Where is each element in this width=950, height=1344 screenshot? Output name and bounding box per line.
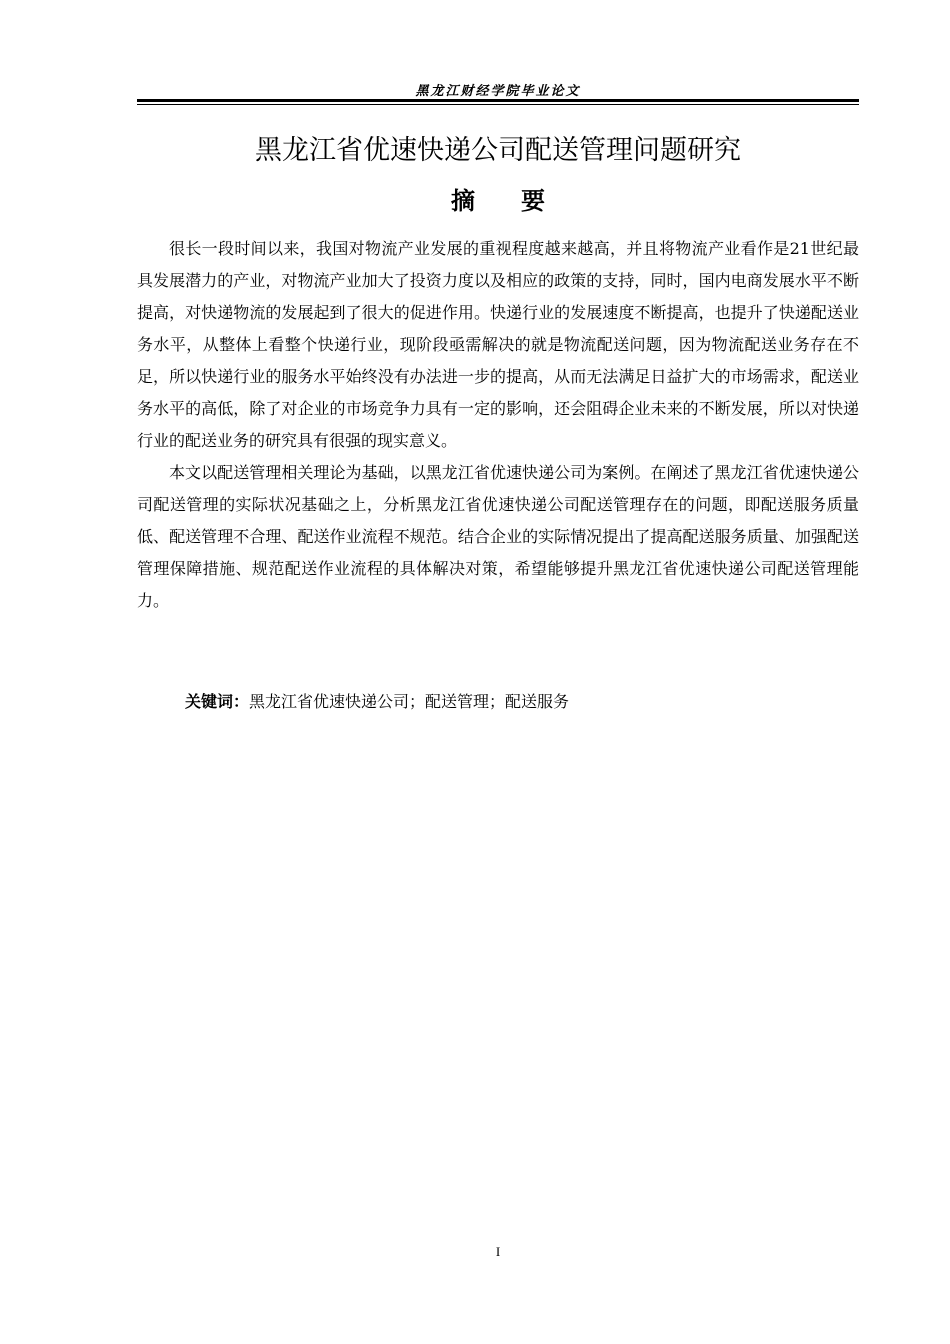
header-rule-thick xyxy=(137,99,859,102)
document-title: 黑龙江省优速快递公司配送管理问题研究 xyxy=(255,135,741,166)
keywords-line xyxy=(185,686,859,718)
abstract-heading xyxy=(137,183,859,219)
abstract-paragraph-2: 本文以配送管理相关理论为基础，以黑龙江省优速快递公司为案例。在阐述了黑龙江省优速快递公司配送管理的实际状况基础之上，分析黑龙江省优速快递公司配送管理存在的问题，即配送服务质量低、配送管理不合理、配送作业流程不规范。结合企业的实际情况提出了提高配送服务质量、加强配送管理保障措施、规范配送作业流程的具体解决对策，希望能够提升黑龙江省优速快递公司配送管理能力。 xyxy=(137,463,859,610)
abstract-heading-char-2: 要 xyxy=(521,187,545,215)
abstract-paragraph-1: 很长一段时间以来，我国对物流产业发展的重视程度越来越高，并且将物流产业看作是21世纪最具发展潜力的产业，对物流产业加大了投资力度以及相应的政策的支持，同时，国内电商发展水平不断提高，对快递物流的发展起到了很大的促进作用。快递行业的发展速度不断提高，也提升了快递配送业务水平，从整体上看整个快递行业，现阶段亟需解决的就是物流配送问题，因为物流配送业务存在不足，所以快递行业的服务水平始终没有办法进一步的提高，从而无法满足日益扩大的市场需求，配送业务水平的高低，除了对企业的市场竞争力具有一定的影响，还会阻碍企业未来的不断发展，所以对快递行业的配送业务的研究具有很强的现实意义。 xyxy=(137,239,859,450)
abstract-body xyxy=(137,233,859,617)
running-header: 黑龙江财经学院毕业论文 xyxy=(415,84,581,99)
keywords-label: 关键词： xyxy=(185,692,250,711)
page-number: I xyxy=(495,1244,501,1259)
keywords-value: 黑龙江省优速快递公司；配送管理；配送服务 xyxy=(249,692,570,711)
header-rule-thin xyxy=(137,104,859,105)
abstract-heading-char-1: 摘 xyxy=(451,187,475,215)
